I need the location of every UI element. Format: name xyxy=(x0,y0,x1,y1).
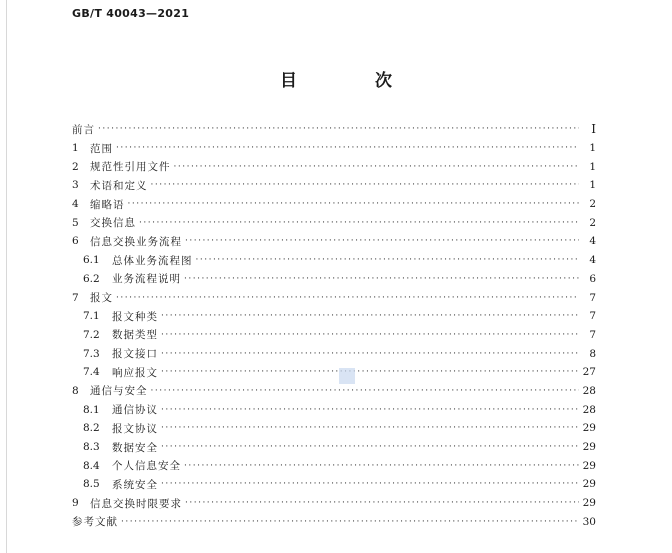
toc-entry-page: 4 xyxy=(589,235,596,248)
toc-entry-label: 缩略语 xyxy=(90,198,125,211)
toc-entry-page: 2 xyxy=(589,216,596,229)
toc-entry[interactable] xyxy=(72,326,596,345)
toc-leader-dots xyxy=(184,461,579,471)
toc-entry-label: 前言 xyxy=(72,123,95,136)
toc-entry-number: 8.3 xyxy=(83,441,100,454)
toc-entry[interactable] xyxy=(72,213,596,232)
toc-entry-page: 4 xyxy=(589,254,596,267)
toc-entry[interactable] xyxy=(72,288,596,307)
toc-entry[interactable] xyxy=(72,400,596,419)
toc-entry-label: 系统安全 xyxy=(112,478,158,491)
toc-entry-page: 7 xyxy=(589,310,596,323)
toc-entry-page: 27 xyxy=(582,366,596,379)
toc-leader-dots xyxy=(98,124,579,134)
toc-entry[interactable] xyxy=(72,139,596,158)
toc-leader-dots xyxy=(161,423,579,433)
toc-leader-dots xyxy=(161,349,579,359)
toc-leader-dots xyxy=(116,293,579,303)
toc-entry-label: 范围 xyxy=(90,142,113,155)
toc-entry[interactable] xyxy=(72,475,596,494)
toc-entry[interactable] xyxy=(72,270,596,289)
toc-entry-label: 通信与安全 xyxy=(90,385,148,398)
toc-leader-dots xyxy=(196,255,580,265)
toc-entry-number: 8.1 xyxy=(83,403,100,416)
toc-entry-label: 报文 xyxy=(90,292,113,305)
toc-entry-page: 8 xyxy=(589,347,596,360)
toc-entry-page: 29 xyxy=(582,478,596,491)
toc-entry-label: 报文种类 xyxy=(112,310,158,323)
toc-entry[interactable] xyxy=(72,512,596,531)
toc-leader-dots xyxy=(161,442,579,452)
toc-list xyxy=(72,120,596,531)
toc-entry[interactable] xyxy=(72,120,596,139)
toc-entry-page: 6 xyxy=(589,272,596,285)
toc-entry-number: 3 xyxy=(72,179,79,192)
toc-leader-dots xyxy=(151,386,580,396)
toc-entry-number: 8.4 xyxy=(83,459,100,472)
toc-leader-dots xyxy=(128,199,580,209)
toc-entry-label: 信息交换业务流程 xyxy=(90,235,182,248)
toc-entry-label: 总体业务流程图 xyxy=(112,254,193,267)
toc-entry-number: 6.1 xyxy=(83,254,100,267)
toc-entry-label: 交换信息 xyxy=(90,217,136,230)
toc-entry-number: 8.2 xyxy=(83,422,100,435)
toc-entry-label: 术语和定义 xyxy=(90,179,148,192)
toc-entry[interactable] xyxy=(72,382,596,401)
toc-entry-number: 7.4 xyxy=(83,366,100,379)
toc-entry-number: 8 xyxy=(72,384,79,397)
toc-entry-label: 通信协议 xyxy=(112,404,158,417)
toc-entry-number: 5 xyxy=(72,216,79,229)
toc-entry[interactable] xyxy=(72,344,596,363)
toc-entry-number: 7 xyxy=(72,291,79,304)
toc-entry[interactable] xyxy=(72,419,596,438)
toc-entry-page: I xyxy=(591,122,596,137)
toc-leader-dots xyxy=(161,367,579,377)
toc-entry-page: 29 xyxy=(582,497,596,510)
toc-leader-dots xyxy=(185,498,579,508)
toc-entry-page: 30 xyxy=(582,515,596,528)
standard-header: GB/T 40043—2021 xyxy=(72,7,190,20)
toc-entry-label: 个人信息安全 xyxy=(112,460,181,473)
toc-entry-label: 参考文献 xyxy=(72,516,118,529)
toc-entry-label: 报文协议 xyxy=(112,422,158,435)
toc-entry-number: 7.1 xyxy=(83,310,100,323)
toc-entry-number: 2 xyxy=(72,160,79,173)
toc-entry[interactable] xyxy=(72,438,596,457)
toc-entry[interactable] xyxy=(72,494,596,513)
toc-entry-number: 1 xyxy=(72,142,79,155)
toc-entry-label: 信息交换时限要求 xyxy=(90,497,182,510)
toc-entry-label: 响应报文 xyxy=(112,366,158,379)
toc-leader-dots xyxy=(161,330,579,340)
toc-title: 目 次 xyxy=(280,71,428,91)
toc-leader-dots xyxy=(139,218,579,228)
toc-entry-number: 4 xyxy=(72,198,79,211)
toc-leader-dots xyxy=(174,162,580,172)
toc-entry[interactable] xyxy=(72,251,596,270)
toc-entry[interactable] xyxy=(72,157,596,176)
toc-entry-page: 2 xyxy=(589,198,596,211)
toc-entry-page: 28 xyxy=(582,384,596,397)
toc-entry-number: 7.2 xyxy=(83,328,100,341)
toc-entry-label: 规范性引用文件 xyxy=(90,161,171,174)
toc-leader-dots xyxy=(184,274,579,284)
toc-leader-dots xyxy=(151,180,580,190)
toc-entry[interactable] xyxy=(72,176,596,195)
toc-entry[interactable] xyxy=(72,307,596,326)
toc-entry-number: 6.2 xyxy=(83,272,100,285)
toc-entry-label: 数据安全 xyxy=(112,441,158,454)
toc-entry-number: 9 xyxy=(72,497,79,510)
toc-entry-page: 29 xyxy=(582,422,596,435)
toc-entry-number: 6 xyxy=(72,235,79,248)
toc-leader-dots xyxy=(185,236,579,246)
toc-entry-page: 28 xyxy=(582,403,596,416)
toc-entry-number: 7.3 xyxy=(83,347,100,360)
toc-entry[interactable] xyxy=(72,456,596,475)
toc-entry-label: 业务流程说明 xyxy=(112,273,181,286)
toc-entry-label: 报文接口 xyxy=(112,348,158,361)
toc-leader-dots xyxy=(161,479,579,489)
toc-leader-dots xyxy=(161,405,579,415)
toc-entry-page: 7 xyxy=(589,328,596,341)
toc-entry-page: 29 xyxy=(582,459,596,472)
toc-entry[interactable] xyxy=(72,363,596,382)
toc-entry[interactable] xyxy=(72,232,596,251)
toc-entry-page: 1 xyxy=(589,179,596,192)
toc-entry[interactable] xyxy=(72,195,596,214)
selection-cursor xyxy=(339,368,355,384)
toc-entry-page: 7 xyxy=(589,291,596,304)
toc-entry-page: 1 xyxy=(589,160,596,173)
toc-entry-number: 8.5 xyxy=(83,478,100,491)
toc-entry-label: 数据类型 xyxy=(112,329,158,342)
toc-leader-dots xyxy=(161,311,579,321)
toc-entry-page: 29 xyxy=(582,441,596,454)
toc-entry-page: 1 xyxy=(589,142,596,155)
toc-leader-dots xyxy=(121,517,579,527)
toc-leader-dots xyxy=(116,143,579,153)
